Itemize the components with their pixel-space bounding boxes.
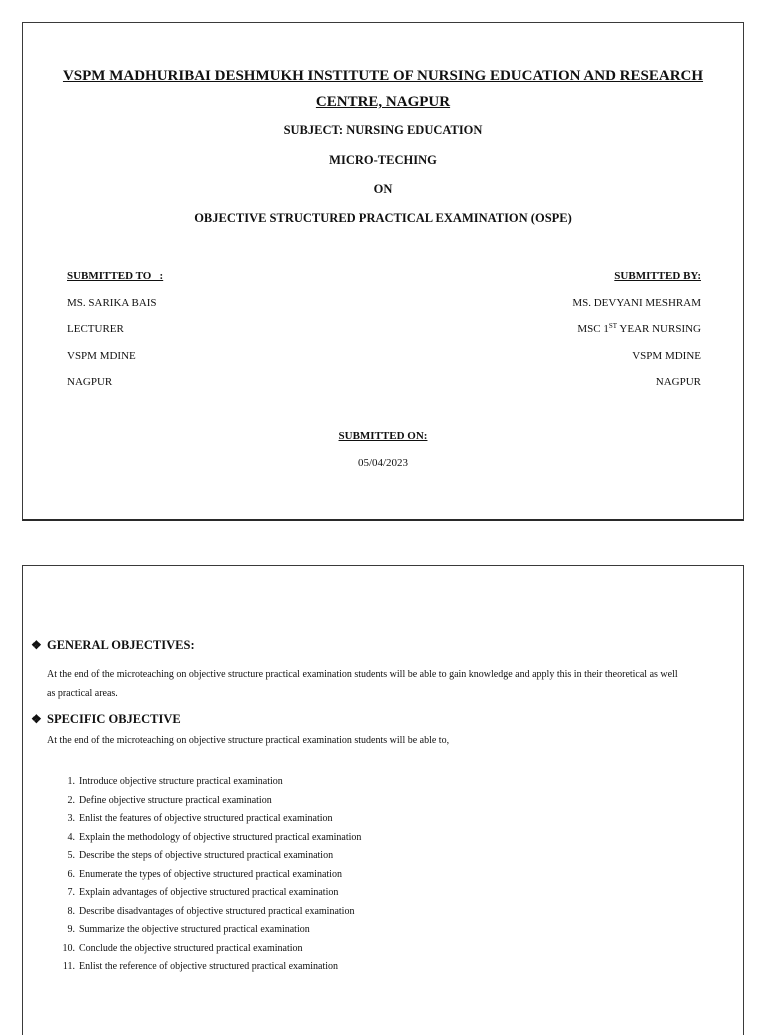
general-objectives-label: GENERAL OBJECTIVES:	[47, 638, 195, 652]
submitted-by-block	[572, 269, 701, 402]
submitted-on-heading: SUBMITTED ON:	[338, 430, 428, 442]
diamond-bullet-icon: ❖	[31, 712, 42, 726]
item-number: 3.	[67, 813, 75, 824]
specific-objective-label: SPECIFIC OBJECTIVE	[47, 712, 181, 726]
course-suffix: YEAR NURSING	[617, 323, 701, 335]
subject-line: SUBJECT: NURSING EDUCATION	[283, 123, 483, 137]
list-item	[47, 810, 361, 829]
submitted-by-heading: SUBMITTED BY:	[614, 270, 701, 282]
item-number: 2.	[67, 794, 75, 806]
cover-page	[22, 22, 744, 521]
item-text: Explain advantages of objective structured practical examination	[79, 887, 339, 898]
micro-teaching-line: MICRO-TECHING	[329, 153, 437, 167]
submitted-to-college: VSPM MDINE	[67, 349, 136, 362]
on-line: ON	[373, 182, 393, 196]
item-text: Enlist the reference of objective structured practical examination	[79, 961, 339, 972]
submitted-by-course	[572, 322, 701, 349]
list-item	[47, 829, 361, 848]
submitted-to-block	[67, 269, 163, 402]
general-objectives-heading	[31, 638, 195, 653]
item-text: Define objective structure practical examination	[79, 794, 272, 806]
list-item	[47, 773, 361, 792]
list-item	[47, 903, 361, 922]
item-text: Summarize the objective structured practical examination	[79, 924, 310, 935]
submitted-by-college: VSPM MDINE	[632, 349, 701, 362]
item-text: Enlist the features of objective structured practical examination	[79, 813, 333, 824]
item-text: Explain the methodology of objective structured practical examination	[79, 831, 362, 843]
diamond-bullet-icon: ❖	[31, 638, 42, 652]
list-item	[47, 940, 361, 959]
submitted-to-city: NAGPUR	[67, 376, 113, 388]
list-item	[47, 847, 361, 866]
list-item	[47, 958, 361, 977]
item-number: 11.	[62, 961, 75, 972]
item-number: 8.	[67, 905, 75, 917]
item-number: 10.	[62, 942, 75, 954]
submitted-to-name: MS. SARIKA BAIS	[67, 296, 157, 309]
course-prefix: MSC 1	[577, 323, 609, 335]
submitted-to-designation: LECTURER	[67, 323, 124, 335]
objectives-page	[22, 565, 744, 1035]
item-number: 9.	[67, 924, 75, 935]
item-number: 6.	[67, 868, 75, 880]
item-number: 1.	[67, 776, 75, 787]
list-item	[47, 792, 361, 811]
list-item	[47, 866, 361, 885]
topic-line: OBJECTIVE STRUCTURED PRACTICAL EXAMINATION (OSPE)	[194, 211, 572, 225]
institute-title: VSPM MADHURIBAI DESHMUKH INSTITUTE OF NURSING EDUCATION AND RESEARCH CENTRE, NAGPUR	[62, 68, 704, 110]
item-text: Enumerate the types of objective structured practical examination	[79, 868, 342, 880]
item-text: Describe the steps of objective structured practical examination	[79, 850, 334, 861]
specific-objective-heading	[31, 712, 181, 727]
item-text: Introduce objective structure practical examination	[79, 776, 283, 787]
item-text: Describe disadvantages of objective structured practical examination	[79, 905, 355, 917]
submitted-by-name: MS. DEVYANI MESHRAM	[572, 296, 701, 309]
list-item	[47, 921, 361, 940]
submitted-to-heading: SUBMITTED TO :	[67, 270, 164, 282]
specific-objectives-list	[47, 773, 361, 977]
item-number: 7.	[67, 887, 75, 898]
item-text: Conclude the objective structured practical examination	[79, 942, 303, 954]
item-number: 5.	[67, 850, 75, 861]
specific-objective-intro: At the end of the microteaching on objective structure practical examination students will be able to,	[47, 735, 450, 746]
submitted-by-city: NAGPUR	[655, 376, 701, 388]
list-item	[47, 884, 361, 903]
item-number: 4.	[67, 831, 75, 843]
course-superscript: ST	[608, 322, 618, 330]
general-objectives-text: At the end of the microteaching on objective structure practical examination students will be able to gain knowledge and apply this in their theoretical as well as practical areas.	[47, 669, 678, 699]
submitted-on-date: 05/04/2023	[357, 457, 409, 469]
